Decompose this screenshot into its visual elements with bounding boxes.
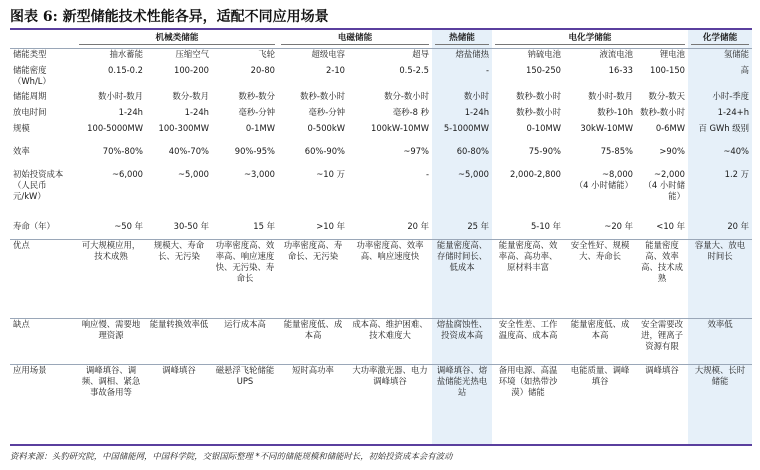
table-cell: 5-10 年 bbox=[530, 221, 562, 231]
table-cell: 毫秒-分钟 bbox=[308, 107, 345, 117]
table-cell: 16-33 bbox=[608, 65, 634, 75]
table-cell: 电能质量、调峰填谷 bbox=[564, 365, 636, 413]
table-row bbox=[10, 91, 752, 107]
row-label: 储能类型 bbox=[10, 49, 76, 66]
row-label: 效率 bbox=[13, 146, 30, 156]
table-cell: 高 bbox=[740, 65, 750, 75]
table-cell: ~3,000 bbox=[244, 169, 275, 179]
table-cell: 百 GWh 级别 bbox=[698, 123, 750, 133]
table-cell: 响应慢、需要地理资源 bbox=[76, 319, 146, 365]
table-cell: 数小时-数月 bbox=[588, 91, 634, 101]
table-cell: 25 年 bbox=[467, 221, 490, 231]
table-cell: 小时-季度 bbox=[712, 91, 750, 101]
table-cell: 熔盐腐蚀性、投资成本高 bbox=[432, 319, 492, 365]
table-cell: 数分-数天 bbox=[648, 91, 686, 101]
table-cell: 2,000-2,800 bbox=[510, 169, 562, 179]
table-cell: 150-250 bbox=[526, 65, 562, 75]
table-cell: 30kW-10MW bbox=[580, 123, 634, 133]
page-title: 图表 6: 新型储能技术性能各异，适配不同应用场景 bbox=[10, 9, 329, 25]
table-cell: 20 年 bbox=[407, 221, 430, 231]
table-cell: 功率密度高、效率高、响应速度快 bbox=[348, 240, 432, 319]
table-cell: 能量密度高、效率高、高功率、原材料丰富 bbox=[492, 240, 564, 319]
table-cell: ~5,000 bbox=[178, 169, 209, 179]
table-cell: 磁悬浮飞轮储能 UPS bbox=[212, 365, 278, 413]
table-cell: 大规模、长时储能 bbox=[688, 365, 752, 413]
table-row bbox=[10, 240, 752, 319]
table-cell: 1-24h bbox=[464, 107, 490, 117]
table-row bbox=[10, 146, 752, 169]
table-row bbox=[10, 123, 752, 146]
group-electrochemical: 电化学储能 bbox=[492, 30, 688, 49]
table-cell: 70%-80% bbox=[102, 146, 143, 156]
table-cell: 压缩空气 bbox=[146, 49, 212, 66]
group-thermal: 热储能 bbox=[432, 30, 492, 49]
table-cell: 熔盐储热 bbox=[432, 49, 492, 66]
table-cell: 液流电池 bbox=[564, 49, 636, 66]
row-label: 规模 bbox=[13, 123, 30, 133]
row-label: 缺点 bbox=[10, 319, 76, 365]
table-cell: 75-90% bbox=[528, 146, 562, 156]
table-cell: 钠硫电池 bbox=[492, 49, 564, 66]
table-row bbox=[10, 221, 752, 240]
table-cell: 数秒-数小时 bbox=[516, 107, 562, 117]
table-cell: 能量转换效率低 bbox=[146, 319, 212, 365]
table-cell: 5-1000MW bbox=[443, 123, 490, 133]
table-row bbox=[10, 169, 752, 221]
table-cell: 调峰填谷 bbox=[146, 365, 212, 413]
table-cell: 60-80% bbox=[456, 146, 490, 156]
table-cell: ~40% bbox=[723, 146, 750, 156]
row-label: 放电时间 bbox=[13, 107, 47, 117]
table-cell: 75-85% bbox=[600, 146, 634, 156]
table-cell: - bbox=[485, 65, 490, 75]
table-cell: ~20 年 bbox=[604, 221, 634, 231]
table-cell: 数秒-数小时 bbox=[516, 91, 562, 101]
source-note: 资料来源：头豹研究院，中国储能网，中国科学院，交银国际整理 *不同的储能规模和储能时长，初始投资成本会有波动 bbox=[10, 451, 453, 461]
table-cell: 安全性好、规模大、寿命长 bbox=[564, 240, 636, 319]
table-cell: ~5,000 bbox=[458, 169, 490, 179]
table-row bbox=[10, 319, 752, 365]
group-electromagnetic: 电磁储能 bbox=[278, 30, 432, 49]
table-cell: 能量密度低、成本高 bbox=[564, 319, 636, 365]
table-cell: 30-50 年 bbox=[173, 221, 209, 231]
row-label: 寿命（年） bbox=[13, 221, 55, 231]
table-cell: 安全性差、工作温度高、成本高 bbox=[492, 319, 564, 365]
table-cell: 功率密度高、寿命长、无污染 bbox=[278, 240, 348, 319]
table-cell: 规模大、寿命长、无污染 bbox=[146, 240, 212, 319]
table-cell: 0-500kW bbox=[307, 123, 345, 133]
table-cell: 安全需要改进，锂离子资源有限 bbox=[636, 319, 688, 365]
table-cell: 超导 bbox=[348, 49, 432, 66]
table-cell: 2-10 bbox=[325, 65, 345, 75]
table-cell: 效率低 bbox=[688, 319, 752, 365]
table-cell: 15 年 bbox=[253, 221, 275, 231]
table-cell: 抽水蓄能 bbox=[76, 49, 146, 66]
table-cell: ~50 年 bbox=[114, 221, 143, 231]
table-cell: <10 年 bbox=[656, 221, 686, 231]
table-cell: 1-24h bbox=[118, 107, 143, 117]
table-cell: 氢储能 bbox=[688, 49, 752, 66]
table-cell: ~97% bbox=[403, 146, 430, 156]
table-cell: 20-80 bbox=[250, 65, 275, 75]
group-chemical: 化学储能 bbox=[688, 30, 752, 49]
table-cell: 数秒-数小时 bbox=[640, 107, 686, 117]
table-cell: 可大规模应用，技术成熟 bbox=[76, 240, 146, 319]
table-cell: >90% bbox=[659, 146, 686, 156]
table-cell: 能量密度高、效率高、技术成熟 bbox=[636, 240, 688, 319]
table-cell: 0.15-0.2 bbox=[108, 65, 143, 75]
table-cell: 20 年 bbox=[727, 221, 750, 231]
table-cell: ~10 万 bbox=[316, 169, 345, 179]
table-cell: 1.2 万 bbox=[724, 169, 750, 179]
table-cell: 成本高、维护困难、技术难度大 bbox=[348, 319, 432, 365]
table-cell: 40%-70% bbox=[168, 146, 209, 156]
table-cell: 100kW-10MW bbox=[371, 123, 430, 133]
group-header-row bbox=[10, 30, 752, 49]
table-cell: 100-300MW bbox=[158, 123, 209, 133]
table-cell: 调峰填谷、熔盐储能光热电站 bbox=[432, 365, 492, 413]
table-cell: 毫秒-分钟 bbox=[238, 107, 275, 117]
table-cell: 超级电容 bbox=[278, 49, 348, 66]
bottom-rule bbox=[10, 444, 752, 446]
table-cell: 0-1MW bbox=[245, 123, 275, 133]
table-cell: 数分-数小时 bbox=[384, 91, 430, 101]
row-label: 应用场景 bbox=[10, 365, 76, 413]
table-cell: 100-5000MW bbox=[87, 123, 143, 133]
table-row bbox=[10, 365, 752, 413]
row-label: 储能周期 bbox=[13, 91, 47, 101]
table-cell: 0.5-2.5 bbox=[399, 65, 430, 75]
table-cell: 90%-95% bbox=[234, 146, 275, 156]
table-cell: 大功率激光器、电力调峰填谷 bbox=[348, 365, 432, 413]
table-cell: 1-24+h bbox=[717, 107, 750, 117]
table-cell: 功率密度高、效率高、响应速度快、无污染、寿命长 bbox=[212, 240, 278, 319]
table-cell: 运行成本高 bbox=[212, 319, 278, 365]
table-cell: 调峰填谷 bbox=[636, 365, 688, 413]
table-cell: 数小时-数月 bbox=[98, 91, 143, 101]
table-row bbox=[10, 107, 752, 123]
table-cell: 数分-数月 bbox=[172, 91, 209, 101]
table-row bbox=[10, 65, 752, 91]
table-cell: 数秒-数分 bbox=[238, 91, 275, 101]
table-cell: - bbox=[425, 169, 430, 179]
table-cell: 毫秒-8 秒 bbox=[392, 107, 430, 117]
table-cell: 容量大、放电时间长 bbox=[688, 240, 752, 319]
row-label: 优点 bbox=[10, 240, 76, 319]
comparison-table bbox=[10, 30, 752, 412]
table-cell: 100-150 bbox=[650, 65, 686, 75]
row-label: 储能密度 （Wh/L） bbox=[13, 65, 51, 86]
table-cell: 备用电源、高温环境（如热带沙漠）储能 bbox=[492, 365, 564, 413]
table-cell: 能量密度低、成本高 bbox=[278, 319, 348, 365]
table-cell: 1-24h bbox=[184, 107, 209, 117]
table-cell: 短时高功率 bbox=[278, 365, 348, 413]
table-cell: 0-10MW bbox=[526, 123, 562, 133]
table-cell: 60%-90% bbox=[304, 146, 345, 156]
table-cell: 数秒-10h bbox=[597, 107, 634, 117]
table-cell: ~2,000 （4 小时储能） bbox=[643, 169, 686, 201]
table-cell: 数秒-数小时 bbox=[300, 91, 345, 101]
table-cell: 能量密度高、存储时间长、低成本 bbox=[432, 240, 492, 319]
table-cell: 0-6MW bbox=[655, 123, 686, 133]
table-cell: ~6,000 bbox=[112, 169, 143, 179]
table-cell: 飞轮 bbox=[212, 49, 278, 66]
table-cell: 锂电池 bbox=[636, 49, 688, 66]
table-cell: ~8,000 （4 小时储能） bbox=[574, 169, 634, 190]
table-cell: 100-200 bbox=[174, 65, 209, 75]
table-cell: 数小时 bbox=[463, 91, 490, 101]
table-cell: >10 年 bbox=[316, 221, 345, 231]
group-mechanical: 机械类储能 bbox=[76, 30, 278, 49]
row-label: 初始投资成本（人民币元/kW） bbox=[13, 169, 64, 201]
table-row bbox=[10, 49, 752, 66]
table-cell: 调峰填谷、调频、调相、紧急事故备用等 bbox=[76, 365, 146, 413]
